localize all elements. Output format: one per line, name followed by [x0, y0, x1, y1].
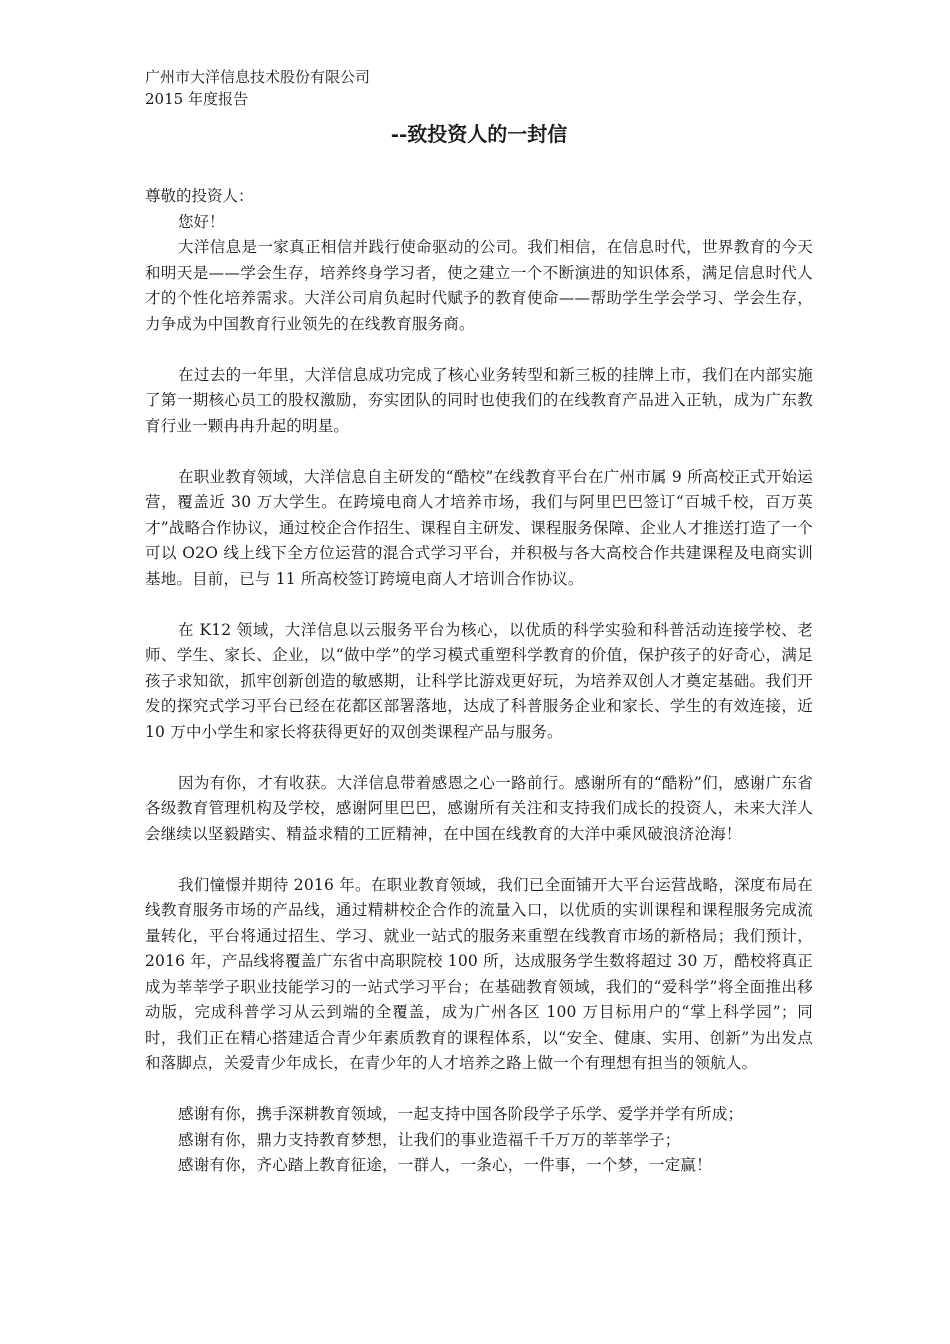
greeting: 您好！ [178, 212, 225, 231]
paragraph-past-year: 在过去的一年里，大洋信息成功完成了核心业务转型和新三板的挂牌上市，我们在内部实施了第一期核心员工的股权激励，夯实团队的同时也使我们的在线教育产品进入正轨，成为广东教育行业一颗冉冉升起的明星。 [145, 365, 813, 435]
paragraph-vocational: 在职业教育领域，大洋信息自主研发的“酷校”在线教育平台在广州市属 9 所高校正式开始运营，覆盖近 30 万大学生。在跨境电商人才培养市场，我们与阿里巴巴签订“百城千校，百万英才”战略合作协议，通过校企合作招生、课程自主研发、课程服务保障、企业人才推送打造了一个可以 O2O 线上线下全方位运营的混合式学习平台，并积极与各大高校合作共建课程及电商实训基地。目前，已与 11 所高校签订跨境电商人才培训合作协议。 [145, 467, 813, 588]
company-name: 广州市大洋信息技术股份有限公司 [145, 68, 371, 86]
report-year: 2015 年度报告 [145, 90, 248, 108]
letter-title: --致投资人的一封信 [390, 122, 568, 146]
paragraph-k12: 在 K12 领域，大洋信息以云服务平台为核心，以优质的科学实验和科普活动连接学校、老师、学生、家长、企业，以“做中学”的学习模式重塑科学教育的价值，保护孩子的好奇心，满足孩子求知欲，抓牢创新创造的敏感期，让科学比游戏更好玩，为培养双创人才奠定基础。我们开发的探究式学习平台已经在花都区部署落地，达成了科普服务企业和家长、学生的有效连接，近 10 万中小学生和家长将获得更好的双创类课程产品与服务。 [145, 620, 813, 741]
thanks-line: 感谢有你，鼎力支持教育梦想，让我们的事业造福千千万万的莘莘学子； [178, 1130, 681, 1149]
paragraph-2016-outlook: 我们憧憬并期待 2016 年。在职业教育领域，我们已全面铺开大平台运营战略，深度布局在线教育服务市场的产品线，通过精耕校企合作的流量入口，以优质的实训课程和课程服务完成流量转化，平台将通过招生、学习、就业一站式的服务来重塑在线教育市场的新格局；我们预计，2016 年，产品线将覆盖广东省中高职院校 100 所，达成服务学生数将超过 30 万，酷校将真正成为莘莘学子职业技能学习的一站式学习平台；在基础教育领域，我们的“爱科学”将全面推出移动版，完成科普学习从云到端的全覆盖，成为广州各区 100 万目标用户的“掌上科学园”；同时，我们正在精心搭建适合青少年素质教育的课程体系，以“安全、健康、实用、创新”为出发点和落脚点，关爱青少年成长，在青少年的人才培养之路上做一个有理想有担当的领航人。 [145, 875, 813, 1072]
letter-page [145, 66, 813, 1179]
thanks-line: 感谢有你，携手深耕教育领域，一起支持中国各阶段学子乐学、爱学并学有所成； [178, 1105, 744, 1123]
paragraph-mission: 大洋信息是一家真正相信并践行使命驱动的公司。我们相信，在信息时代，世界教育的今天和明天是——学会生存，培养终身学习者，使之建立一个不断演进的知识体系，满足信息时代人才的个性化培养需求。大洋公司肩负起时代赋予的教育使命——帮助学生学会学习、学会生存，力争成为中国教育行业领先的在线教育服务商。 [145, 238, 813, 333]
paragraph-gratitude: 因为有你，才有收获。大洋信息带着感恩之心一路前行。感谢所有的“酷粉”们，感谢广东省各级教育管理机构及学校，感谢阿里巴巴，感谢所有关注和支持我们成长的投资人，未来大洋人会继续以坚毅踏实、精益求精的工匠精神，在中国在线教育的大洋中乘风破浪济沧海！ [145, 773, 813, 843]
thanks-line: 感谢有你，齐心踏上教育征途，一群人，一条心，一件事，一个梦，一定赢！ [178, 1156, 712, 1174]
salutation: 尊敬的投资人： [145, 187, 254, 205]
